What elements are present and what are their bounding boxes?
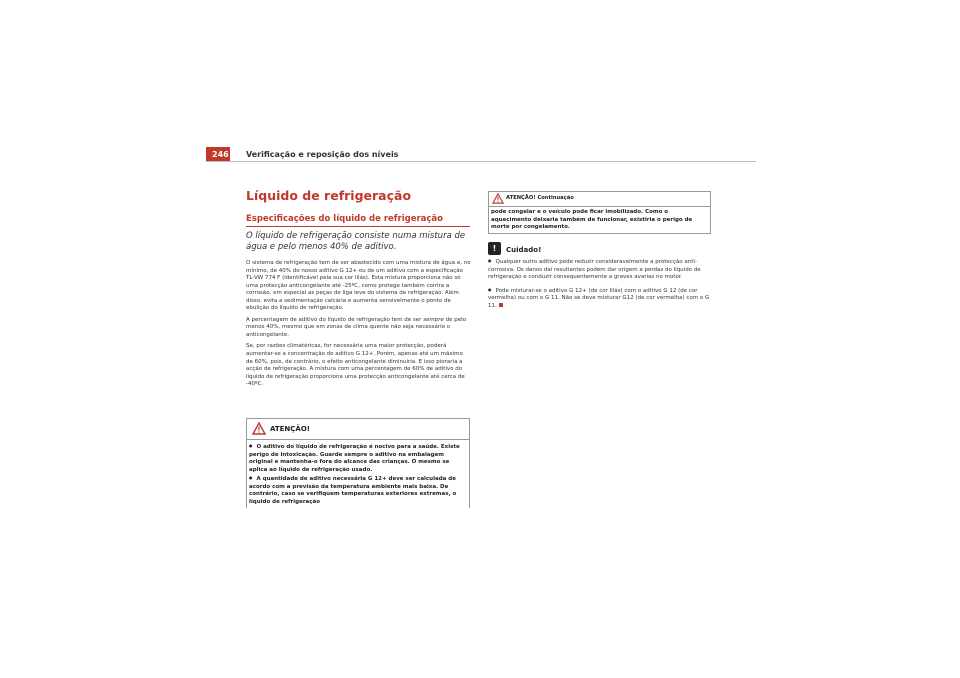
subsection-divider bbox=[246, 226, 470, 227]
section-title: Líquido de refrigeração bbox=[246, 188, 412, 203]
warning-item-1: ● O aditivo do líquido de refrigeração é nocivo para a saúde. Existe perigo de intoxicação. Guarde sempre o aditivo na embalagem original e mantenha-o fora do alcance das crianças. O mesmo se aplica ao líquido de refrigeração usado. bbox=[249, 442, 467, 474]
caution-item-2-text: Pode misturar-se o aditivo G 12+ (de cor lilás) com o aditivo G 12 (de cor vermelha) ou com o G 11. Não se deve misturar G12 (de cor vermelha) com o G 11. bbox=[488, 287, 710, 309]
body-paragraph-1: O sistema de refrigeração tem de ser abastecido com uma mistura de água e, no mínimo, de 40% do nosso aditivo G 12+ ou de um aditivo com a especificação TL-VW 774 F (identificável pela sua cor lilás). Esta mistura proporciona não só uma protecção anticongelante até -25ºC, como protege também contra a corrosão, em especial as peças de liga leve do sistema de refrigeração. Além disso, evita a sedimentação calcária e aumenta sensivelmente o ponto de ebulição do líquido de refrigeração. bbox=[246, 260, 471, 312]
warning-header bbox=[247, 419, 469, 440]
body-paragraph-2 bbox=[246, 317, 471, 340]
warning-item-2: ● A quantidade de aditivo necessária G 12+ deve ser calculada de acordo com a previsão da temperatura ambiente mais baixa. De contrário, caso se verifiquem temperaturas exteriores extremas, o líquido de refrigeração bbox=[249, 474, 467, 506]
header-divider bbox=[206, 161, 756, 162]
warning-triangle-icon bbox=[252, 422, 266, 435]
running-head: Verificação e reposição dos níveis bbox=[246, 150, 399, 159]
warning-continuation-header bbox=[489, 192, 710, 207]
warning-body bbox=[247, 440, 469, 506]
warning-box bbox=[246, 418, 470, 508]
lead-paragraph: O líquido de refrigeração consiste numa mistura de água e pelo menos 40% de aditivo. bbox=[246, 231, 466, 252]
page-number: 246 bbox=[206, 147, 230, 162]
warning-continuation-box bbox=[488, 191, 711, 234]
warning-continuation-text: pode congelar e o veículo pode ficar imobilizado. Como o aquecimento deixaria também de funcionar, existiria o perigo de morte por congelamento. bbox=[491, 209, 693, 230]
body-paragraph-2-end: de pelo menos 40%, mesmo que em zonas de clima quente não seja necessário o anticongelante. bbox=[246, 316, 467, 338]
body-text-block bbox=[246, 260, 471, 393]
subsection-title: Especificações do líquido de refrigeração bbox=[246, 214, 444, 224]
body-paragraph-2-emphasis: sempre bbox=[423, 316, 444, 323]
caution-title: Cuidado! bbox=[506, 246, 542, 254]
caution-icon: ! bbox=[488, 242, 501, 255]
warning-triangle-icon bbox=[492, 193, 504, 204]
warning-continuation-title: ATENÇÃO! Continuação bbox=[506, 195, 574, 201]
warning-title: ATENÇÃO! bbox=[270, 425, 310, 433]
end-of-section-mark bbox=[499, 303, 503, 307]
body-paragraph-3: Se, por razões climatéricas, for necessária uma maior protecção, poderá aumentar-se a concentração do aditivo G 12+. Porém, apenas até um máximo de 60%, pois, de contrário, o efeito anticongelante diminuiria. E isso pioraria a acção de refrigeração. A mistura com uma percentagem de 60% de aditivo do líquido de refrigeração proporciona uma protecção anticongelante até cerca de -40ºC. bbox=[246, 343, 465, 388]
caution-body bbox=[488, 257, 713, 314]
body-paragraph-2-start: A percentagem de aditivo do líquido de refrigeração tem de ser bbox=[246, 316, 424, 323]
caution-item-2 bbox=[488, 286, 713, 311]
caution-item-1: ● Qualquer outro aditivo pode reduzir consideravelmente a protecção anti-corrosiva. Os danos daí resultantes podem dar origem a perdas do líquido de refrigeração e conduzir consequentemente a graves avarias no motor. bbox=[488, 257, 713, 282]
